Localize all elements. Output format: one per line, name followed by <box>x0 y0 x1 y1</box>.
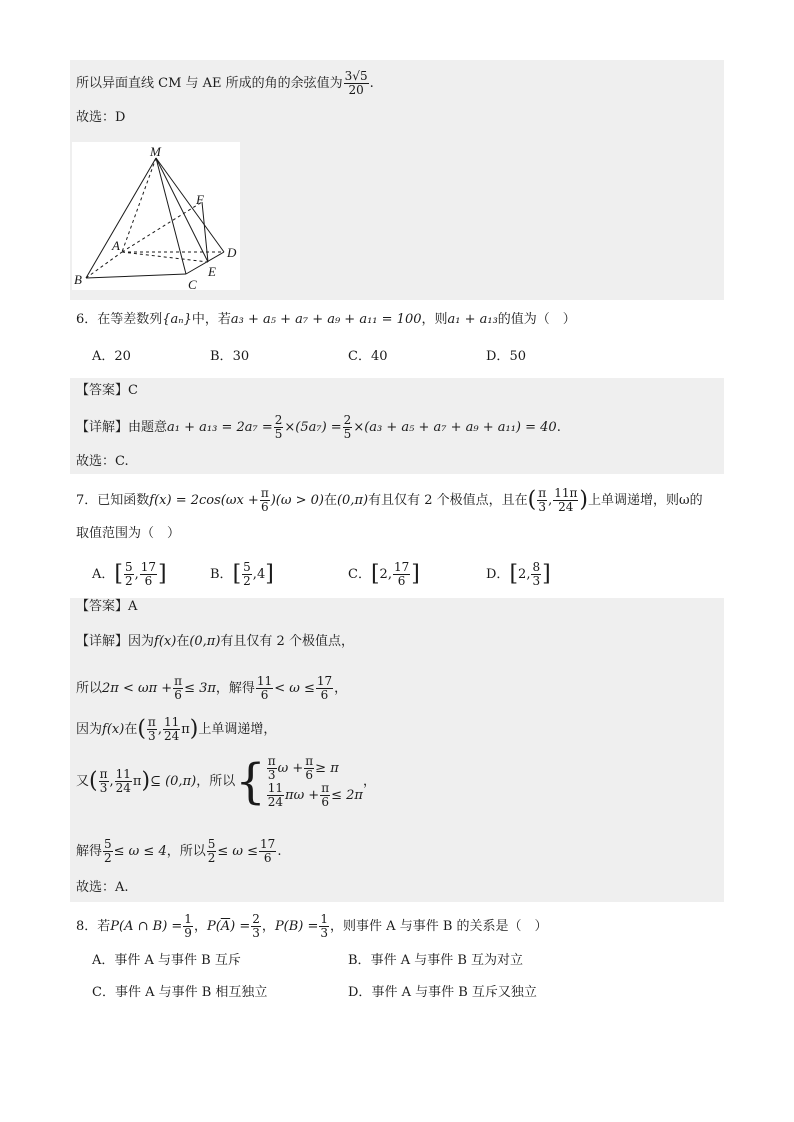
q8-option-a: A．事件 A 与事件 B 互斥 <box>92 953 241 968</box>
q7-answer: 【答案】A <box>76 599 138 614</box>
label-D: D <box>227 245 237 260</box>
pyramid-svg <box>72 142 240 290</box>
label-E: E <box>208 264 216 279</box>
q7-stem-line2: 取值范围为（ ） <box>76 526 181 541</box>
q7-option-d: D．[2, $\frac{8}{3}$ ] <box>486 560 551 588</box>
q6-detail: 【详解】由题意a₁ + a₁₃ = 2a₇ = $\frac{2}{5}$ ×(5a₇) = $\frac{2}{5}$ ×(a₃ + a₅ + a₇ + a₉ + a₁₁) = 40. <box>76 413 561 441</box>
q8-option-c: C．事件 A 与事件 B 相互独立 <box>92 985 268 1000</box>
q7-detail-2: 所以2π < ωπ + $\frac{\pi}{6}$ ≤ 3π，解得 $\frac{11}{6}$ < ω ≤ $\frac{17}{6}$ ， <box>76 674 348 702</box>
pyramid-figure <box>72 142 240 290</box>
q7-detail-5: 解得 $\frac{5}{2}$ ≤ ω ≤ 4，所以 $\frac{5}{2}$ ≤ ω ≤ $\frac{17}{6}$ . <box>76 837 282 865</box>
label-A: A <box>112 238 120 253</box>
q7-detail-1: 【详解】因为f(x)在(0,π)有且仅有 2 个极值点， <box>76 634 354 649</box>
q6-answer: 【答案】C <box>76 383 138 398</box>
q6-choice: 故选：C. <box>76 454 129 469</box>
label-C: C <box>188 277 197 290</box>
q6-option-b: B．30 <box>210 349 250 364</box>
q7-choice: 故选：A. <box>76 880 129 895</box>
q7-option-a: A．[ $\frac{5}{2}$ , $\frac{17}{6}$ ] <box>92 560 167 588</box>
label-F: F <box>196 192 204 207</box>
q7-case-system: $\frac{\pi}{3}$ ω + $\frac{\pi}{6}$ ≥ π $\frac{11}{24}$ πω + $\frac{\pi}{6}$ ≤ 2π <box>267 753 363 809</box>
label-M: M <box>150 144 161 159</box>
q5-cos-fraction: $\frac{3√5}{20}$ <box>344 69 368 97</box>
q6-option-c: C．40 <box>348 349 388 364</box>
q7-stem: 7．已知函数f(x) = 2cos(ωx + $\frac{\pi}{6}$ )(ω > 0)在(0,π)有且仅有 2 个极值点，且在( $\frac{\pi}{3}$ , $\frac{11\pi}{24}$ )上单调递增，则ω的 <box>76 486 703 514</box>
q8-option-d: D．事件 A 与事件 B 互斥又独立 <box>348 985 537 1000</box>
q7-option-c: C．[2, $\frac{17}{6}$ ] <box>348 560 420 588</box>
q6-stem: 6．在等差数列{aₙ}中，若a₃ + a₅ + a₇ + a₉ + a₁₁ = 100，则a₁ + a₁₃的值为（ ） <box>76 312 576 327</box>
q7-detail-3: 因为f(x)在( $\frac{\pi}{3}$ , $\frac{11}{24}$ π)上单调递增， <box>76 715 277 743</box>
q8-stem: 8．若P(A ∩ B) = $\frac{1}{9}$ ，$P(\overline{A})$ = $\frac{2}{3}$ ，P(B) = $\frac{1}{3}$ ，则事件 A 与事件 B 的关系是（ ） <box>76 912 548 940</box>
q5-conclusion: 所以异面直线 CM 与 AE 所成的角的余弦值为 $\frac{3√5}{20}$ . <box>76 69 374 97</box>
label-B: B <box>74 272 82 287</box>
q7-option-b: B．[ $\frac{5}{2}$ ,4] <box>210 560 274 588</box>
q6-option-a: A．20 <box>92 349 131 364</box>
q8-option-b: B．事件 A 与事件 B 互为对立 <box>348 953 524 968</box>
q5-choice: 故选：D <box>76 110 126 125</box>
q7-detail-4: 又( $\frac{\pi}{3}$ , $\frac{11}{24}$ π)⊆ (0,π)，所以{ $\frac{\pi}{3}$ ω + $\frac{\pi}{6}$ ≥ π $\frac{11}{24}$ πω + $\frac{\pi}{6}$ ≤ 2π ， <box>76 753 376 810</box>
q6-option-d: D．50 <box>486 349 526 364</box>
